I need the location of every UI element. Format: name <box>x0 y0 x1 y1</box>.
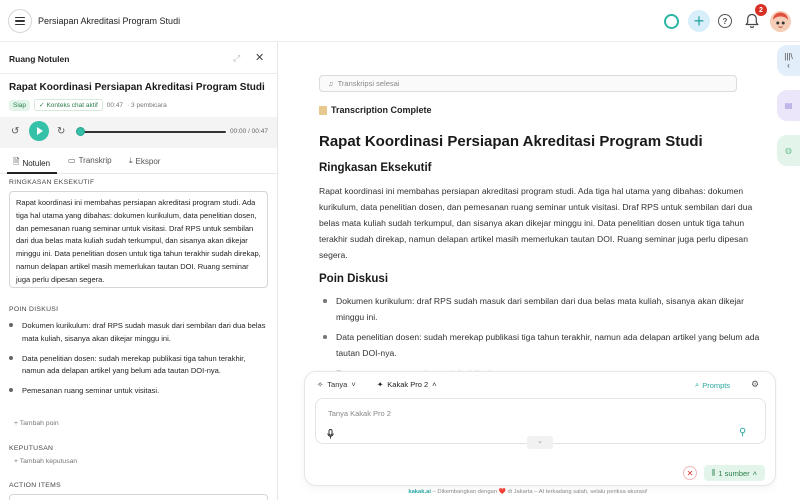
sparkle-icon: ✧ <box>317 380 324 389</box>
menu-button[interactable] <box>8 9 32 33</box>
footer-text: – Dikembangkan dengan ❤️ di Jakarta – AI terkadang salah, selalu periksa akurasi! <box>430 489 648 495</box>
status-badge: Siap <box>9 100 30 111</box>
prompts-label: Prompts <box>702 380 731 390</box>
summary-paragraph: Rapat koordinasi ini membahas persiapan akreditasi program studi. Ada tiga hal utama yang dibahas: dokumen kurikulum, data penelitian dosen, dan pemesanan ruang seminar untuk visitasi. Draf RPS untuk sembilan dari dua belas mata kuliah sudah terkumpul, dan sisanya akan dikejar minggu ini. Data penelitian dosen untuk tiga tahun terakhir sudah direkap, namun delapan artikel masih memerlukan tautan DOI. Ruang seminar juga perlu dipesan segera. <box>319 186 753 260</box>
player-time: 00:00 / 00:47 <box>230 128 268 135</box>
bell-icon[interactable] <box>745 13 759 29</box>
search-icon: ⌕ <box>695 380 700 389</box>
list-item[interactable]: Dokumen kurikulum: draf RPS sudah masuk dari sembilan dari dua belas mata kuliah, sisanya akan dikejar minggu ini. <box>9 320 269 346</box>
scroll-icon <box>319 106 327 115</box>
chevron-up-icon: ˄ <box>432 380 437 389</box>
duration: 00:47 <box>106 101 124 109</box>
mode-selector[interactable] <box>317 380 356 389</box>
list-item: Dokumen kurikulum: draf RPS sudah masuk dari sembilan dari dua belas mata kuliah, sisanya akan dikejar minggu ini. <box>319 293 769 325</box>
source-label: 1 sumber <box>718 468 750 478</box>
summary-heading: Ringkasan Eksekutif <box>319 162 432 174</box>
notes-tabs <box>0 148 278 174</box>
speaker-count: · 3 pembicara <box>127 101 167 109</box>
add-point-button[interactable]: + Tambah poin <box>14 420 59 427</box>
library-icon: ⫼ <box>711 468 716 477</box>
avatar[interactable] <box>770 11 791 32</box>
tab-ekspor-label: Ekspor <box>135 156 161 166</box>
context-chip-label: Konteks chat aktif <box>46 101 98 109</box>
transcription-complete <box>319 105 432 115</box>
decisions-label: KEPUTUSAN <box>9 445 54 452</box>
mode-label: Tanya <box>327 380 348 389</box>
model-selector[interactable] <box>377 380 437 389</box>
status-ring-icon[interactable] <box>664 14 679 29</box>
library-rail-button[interactable] <box>777 45 800 76</box>
chevron-left-icon: ‹ <box>787 60 790 70</box>
action-items-box[interactable] <box>9 494 268 500</box>
add-button[interactable] <box>688 10 710 32</box>
active-tab-indicator <box>7 172 57 174</box>
document-title: Rapat Koordinasi Persiapan Akreditasi Program Studi <box>319 133 703 150</box>
rewind-icon[interactable]: ↺ <box>11 126 20 137</box>
right-rail <box>777 42 800 500</box>
notes-rail-button[interactable] <box>777 90 800 121</box>
plus-icon: + <box>693 11 705 31</box>
question-icon: ? <box>722 16 728 26</box>
model-label: Kakak Pro 2 <box>387 380 429 389</box>
forward-icon[interactable]: ↻ <box>57 126 66 137</box>
notes-panel <box>0 42 278 500</box>
transcription-status-label: Transkripsi selesai <box>337 79 400 88</box>
hamburger-icon <box>15 17 25 25</box>
check-icon: ✓ <box>39 102 45 109</box>
tab-ekspor[interactable] <box>129 156 160 166</box>
points-heading: Poin Diskusi <box>319 273 389 285</box>
tab-transkrip-label: Transkrip <box>78 156 112 165</box>
audio-player <box>0 117 278 148</box>
progress-knob[interactable] <box>76 127 85 136</box>
context-chip[interactable] <box>34 99 103 111</box>
notification-badge: 2 <box>755 4 767 16</box>
notebook-icon: ▤ <box>784 101 793 110</box>
tab-notulen[interactable] <box>13 156 50 170</box>
close-icon[interactable]: ✕ <box>255 52 265 64</box>
source-button[interactable] <box>704 465 765 481</box>
list-item[interactable]: Pemesanan ruang seminar untuk visitasi. <box>9 385 269 398</box>
chevron-down-icon: ⌄ <box>537 438 543 445</box>
prompts-button[interactable] <box>695 380 730 390</box>
help-button[interactable] <box>718 14 732 28</box>
summary-label: RINGKASAN EKSEKUTIF <box>9 179 95 186</box>
meeting-meta <box>9 99 167 111</box>
globe-icon: ◍ <box>785 146 792 155</box>
paperclip-icon[interactable]: ⚲ <box>739 427 747 438</box>
download-icon: ⤓ <box>129 156 133 165</box>
chevron-up-icon: ˄ <box>752 468 758 478</box>
star-icon: ✦ <box>377 380 384 389</box>
summary-textarea[interactable]: Rapat koordinasi ini membahas persiapan akreditasi program studi. Ada tiga hal utama yang dibahas: dokumen kurikulum, data penelitian dosen, dan pemesanan ruang seminar untuk visitasi. Draf RPS untuk sembilan dari dua belas mata kuliah sudah terkumpul, dan sisanya akan dikejar minggu ini. Data penelitian dosen untuk tiga tahun terakhir sudah direkap, namun delapan artikel masih memerlukan tautan DOI. Ruang seminar juga perlu dipesan segera. <box>9 191 268 288</box>
meeting-title: Rapat Koordinasi Persiapan Akreditasi Program Studi <box>9 82 265 93</box>
list-item: Data penelitian dosen: sudah merekap publikasi tiga tahun terakhir, namun ada delapan artikel yang belum ada tautan DOI-nya. <box>319 329 769 361</box>
points-label: POIN DISKUSI <box>9 306 59 313</box>
chevron-down-icon: ˅ <box>351 380 356 389</box>
library-icon: |||\ <box>784 51 793 61</box>
collapse-button[interactable] <box>527 436 553 449</box>
play-button[interactable] <box>29 121 49 141</box>
chat-composer <box>304 371 776 486</box>
expand-icon[interactable]: ⤢ <box>233 53 241 63</box>
cancel-button[interactable] <box>683 466 697 480</box>
list-item[interactable]: Data penelitian dosen: sudah merekap publikasi tiga tahun terakhir, namun ada delapan artikel yang belum ada tautan DOI-nya. <box>9 353 269 379</box>
top-bar <box>0 0 800 42</box>
chat-input-placeholder: Tanya Kakak Pro 2 <box>328 409 391 418</box>
chat-icon: ▭ <box>68 156 76 165</box>
progress-track[interactable] <box>78 131 226 133</box>
notes-panel-header <box>0 42 277 74</box>
footer-brand[interactable]: kakak.ai <box>408 489 431 495</box>
document-icon: 🗎 <box>13 157 20 166</box>
app-title: Persiapan Akreditasi Program Studi <box>38 16 181 26</box>
globe-rail-button[interactable] <box>777 135 800 166</box>
tab-transkrip[interactable] <box>68 156 112 165</box>
points-list <box>9 320 269 405</box>
add-decision-button[interactable]: + Tambah keputusan <box>14 458 78 465</box>
close-icon: ✕ <box>686 468 694 478</box>
music-note-icon: ♫ <box>328 79 334 88</box>
footer <box>279 489 777 495</box>
sliders-icon[interactable]: ⚙ <box>751 379 760 389</box>
actions-label: ACTION ITEMS <box>9 482 61 489</box>
notes-panel-title: Ruang Notulen <box>9 54 70 64</box>
tab-notulen-label: Notulen <box>22 158 51 168</box>
microphone-icon[interactable] <box>327 429 334 439</box>
transcription-complete-label: Transcription Complete <box>331 105 432 115</box>
transcription-status <box>319 75 737 92</box>
avatar-face-icon <box>770 11 791 32</box>
